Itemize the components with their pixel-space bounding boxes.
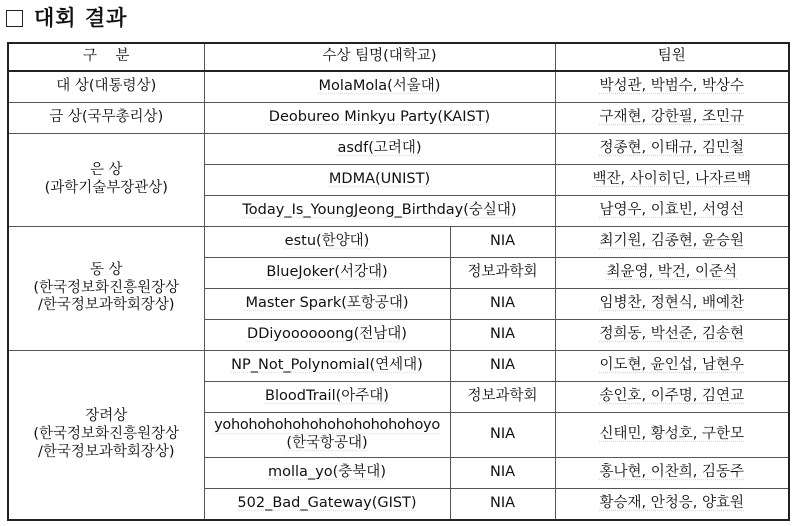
table-row [8,71,789,103]
award-category [8,351,204,521]
award-category-name: 동 상 [89,261,123,278]
team-members: 홍나현, 이찬희, 김동주 [555,458,789,489]
team-members: 최기원, 김종현, 윤승원 [555,227,789,258]
team-members: 최윤영, 박건, 이준석 [555,258,789,289]
team-members: 황승재, 안청응, 양효원 [555,489,789,521]
sponsor: NIA [450,227,555,258]
team-name: BlueJoker(서강대) [204,258,450,289]
award-category: 대 상(대통령상) [8,71,204,103]
team-name [204,413,450,458]
header-team: 수상 팀명(대학교) [204,43,555,71]
team-members: 정종현, 이태규, 김민철 [555,134,789,165]
sponsor: NIA [450,413,555,458]
team-name: molla_yo(충북대) [204,458,450,489]
award-category-prize: /한국정보과학회장상) [37,297,175,314]
team-members: 신태민, 황성호, 구한모 [555,413,789,458]
team-name-line: yohohohohohohohohohohohoyo [214,417,440,434]
team-name: Today_Is_YoungJeong_Birthday(숭실대) [204,196,555,227]
section-title [6,2,127,32]
header-category: 구 분 [8,43,204,71]
award-category-name: 장려상 [85,408,128,425]
award-category-prize: /한국정보과학회장상) [37,443,175,460]
sponsor: 정보과학회 [450,382,555,413]
award-category: 금 상(국무총리상) [8,103,204,134]
team-name: MDMA(UNIST) [204,165,555,196]
team-name: 502_Bad_Gateway(GIST) [204,489,450,521]
table-header-row [8,43,789,71]
table-row [8,351,789,382]
team-name: estu(한양대) [204,227,450,258]
team-members: 박성관, 박범수, 박상수 [555,71,789,103]
square-bullet-icon [6,10,23,27]
table-row [8,134,789,165]
team-name: Deobureo Minkyu Party(KAIST) [204,103,555,134]
team-name: DDiyoooooong(전남대) [204,320,450,351]
team-members: 송인호, 이주명, 김연교 [555,382,789,413]
award-category [8,227,204,351]
team-members: 정희동, 박선준, 김송현 [555,320,789,351]
team-members: 남영우, 이효빈, 서영선 [555,196,789,227]
page-title: 대회 결과 [34,6,128,30]
table-row [8,103,789,134]
team-members: 이도현, 윤인섭, 남현우 [555,351,789,382]
sponsor: NIA [450,289,555,320]
sponsor: NIA [450,489,555,521]
sponsor: NIA [450,351,555,382]
award-category-prize: (한국정보화진흥원장상 [33,426,180,443]
team-members: 임병찬, 정현식, 배예찬 [555,289,789,320]
award-category-prize: (과학기술부장관상) [44,180,168,196]
team-members: 구재현, 강한필, 조민규 [555,103,789,134]
header-members: 팀원 [555,43,789,71]
award-category [8,134,204,227]
sponsor: NIA [450,320,555,351]
team-name: Master Spark(포항공대) [204,289,450,320]
team-name: asdf(고려대) [204,134,555,165]
team-name: BloodTrail(아주대) [204,382,450,413]
sponsor: 정보과학회 [450,258,555,289]
award-category-prize: (한국정보화진흥원장상 [33,279,180,296]
team-name: MolaMola(서울대) [204,71,555,103]
team-members: 백잔, 사이히딘, 나자르백 [555,165,789,196]
results-table [7,42,790,521]
sponsor: NIA [450,458,555,489]
award-category-name: 은 상 [89,162,123,179]
team-name: NP_Not_Polynomial(연세대) [204,351,450,382]
team-school: (한국항공대) [286,435,368,451]
table-row [8,227,789,258]
